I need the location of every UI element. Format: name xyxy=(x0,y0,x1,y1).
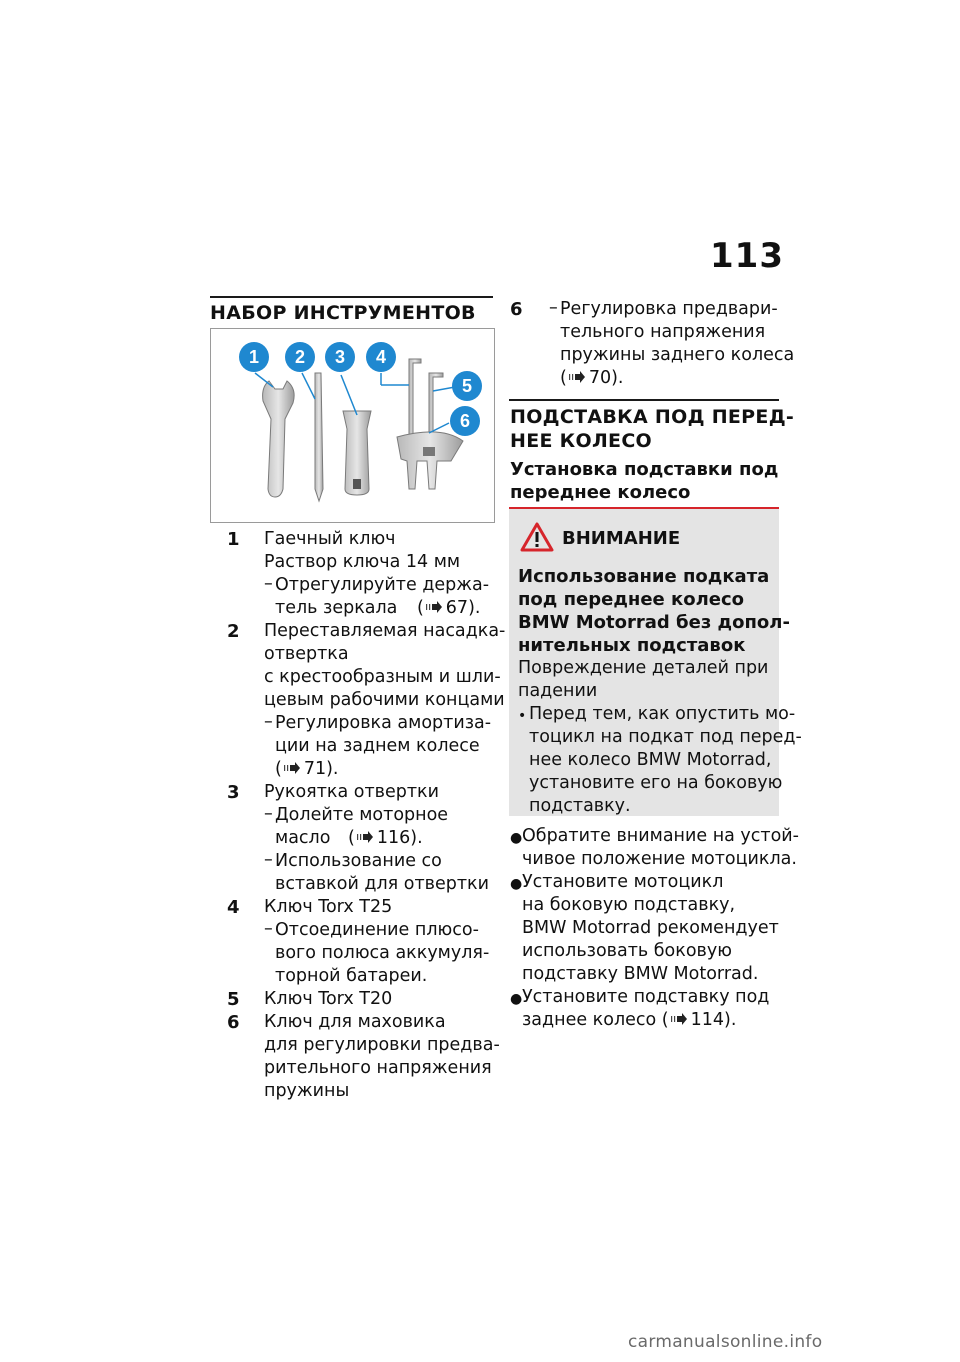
subsection-heading-l2: переднее колесо xyxy=(510,482,691,503)
dash-marker: – xyxy=(264,919,273,939)
bullet-text: заднее колесо ( 114). xyxy=(522,1010,737,1030)
sub-text-part: тель зеркала xyxy=(275,598,403,618)
watermark-footer[interactable]: carmanualsonline.info xyxy=(628,1332,823,1352)
torx-key-icon xyxy=(409,359,443,435)
sub-text: ( 70). xyxy=(560,368,624,388)
bullet-text: Установите мотоцикл xyxy=(522,872,724,892)
page-ref[interactable]: 116). xyxy=(376,828,423,848)
sub-text-part: масло xyxy=(275,828,337,848)
sub-text: ( 71). xyxy=(275,759,339,779)
item-text: Раствор ключа 14 мм xyxy=(264,552,461,572)
item-number: 3 xyxy=(227,782,240,803)
page-ref[interactable]: 114). xyxy=(690,1010,737,1030)
page-ref[interactable]: 67). xyxy=(445,598,481,618)
dash-marker: – xyxy=(264,804,273,824)
bullet-text: чивое положение мотоцикла. xyxy=(522,849,797,869)
bullet-marker: ● xyxy=(510,830,523,846)
item-text: Переставляемая насадка- xyxy=(264,621,506,641)
sub-text: торной батареи. xyxy=(275,966,428,986)
tools-figure xyxy=(210,328,495,523)
flywheel-key-icon xyxy=(397,432,463,489)
dash-marker: – xyxy=(549,298,558,318)
bullet-marker: • xyxy=(518,708,527,724)
page-ref[interactable]: 71). xyxy=(303,759,339,779)
bullet-text: на боковую подставку, xyxy=(522,895,736,915)
screwdriver-handle-icon xyxy=(343,411,371,495)
item-text: рительного напряжения xyxy=(264,1058,492,1078)
arrow-icon xyxy=(671,1013,687,1025)
callout-label-1: 1 xyxy=(248,347,260,367)
warning-bold: под переднее колесо xyxy=(518,589,745,610)
sub-text: Использование со xyxy=(275,851,442,871)
screwdriver-bit-icon xyxy=(315,373,323,501)
warning-triangle-icon xyxy=(520,522,554,556)
item-text: пружины xyxy=(264,1081,350,1101)
section-heading-stand-l1: ПОДСТАВКА ПОД ПЕРЕД- xyxy=(510,406,795,428)
sub-text: масло ( 116). xyxy=(275,828,423,848)
dash-marker: – xyxy=(264,712,273,732)
sub-text: тельного напряжения xyxy=(560,322,766,342)
section-rule xyxy=(210,296,493,298)
item-number: 2 xyxy=(227,621,240,642)
arrow-icon xyxy=(569,371,585,383)
sub-text: Регулировка предвари- xyxy=(560,299,778,319)
item-text: Ключ для маховика xyxy=(264,1012,446,1032)
sub-text: Отсоединение плюсо- xyxy=(275,920,479,940)
warning-bullet-text: установите его на боковую xyxy=(529,773,783,793)
dash-marker: – xyxy=(264,850,273,870)
sub-text: вставкой для отвертки xyxy=(275,874,489,894)
tools-illustration xyxy=(211,329,494,522)
item-text: Ключ Torx T20 xyxy=(264,989,393,1009)
arrow-icon xyxy=(357,831,373,843)
item-text: с крестообразным и шли- xyxy=(264,667,501,687)
item-number: 1 xyxy=(227,529,240,550)
arrow-icon xyxy=(426,601,442,613)
sub-text: ции на заднем колесе xyxy=(275,736,480,756)
bullet-text-part: заднее колесо xyxy=(522,1010,662,1030)
item-number: 6 xyxy=(510,299,523,320)
page-ref[interactable]: 70). xyxy=(588,368,624,388)
warning-title: ВНИМАНИЕ xyxy=(562,528,681,549)
section-heading-stand-l2: НЕЕ КОЛЕСО xyxy=(510,430,653,452)
warning-bold: нительных подставок xyxy=(518,635,746,656)
wrench-icon xyxy=(263,381,295,497)
warning-rule xyxy=(509,507,779,509)
bullet-marker: ● xyxy=(510,991,523,1007)
item-text: Рукоятка отвертки xyxy=(264,782,439,802)
callout-label-3: 3 xyxy=(334,347,346,367)
warning-text: падении xyxy=(518,681,598,701)
warning-bullet-text: подставку. xyxy=(529,796,631,816)
item-number: 5 xyxy=(227,989,240,1010)
dash-marker: – xyxy=(264,574,273,594)
bullet-text: использовать боковую xyxy=(522,941,732,961)
sub-text: Регулировка амортиза- xyxy=(275,713,492,733)
item-number: 6 xyxy=(227,1012,240,1033)
item-number: 4 xyxy=(227,897,240,918)
callout-label-4: 4 xyxy=(375,347,387,367)
item-text: цевым рабочими концами xyxy=(264,690,505,710)
warning-bullet-text: нее колесо BMW Motorrad, xyxy=(529,750,772,770)
warning-bullet-text: тоцикл на подкат под перед- xyxy=(529,727,802,747)
item-text: Ключ Torx T25 xyxy=(264,897,393,917)
section-heading-tools: НАБОР ИНСТРУМЕНТОВ xyxy=(210,302,476,324)
sub-text: Отрегулируйте держа- xyxy=(275,575,490,595)
warning-bold: Использование подката xyxy=(518,566,770,587)
sub-text: пружины заднего колеса xyxy=(560,345,795,365)
callout-label-2: 2 xyxy=(294,347,306,367)
sub-text: Долейте моторное xyxy=(275,805,449,825)
item-text: для регулировки предва- xyxy=(264,1035,500,1055)
subsection-heading-l1: Установка подставки под xyxy=(510,459,779,480)
item-text: отвертка xyxy=(264,644,349,664)
bullet-text: Установите подставку под xyxy=(522,987,770,1007)
page-number: 113 xyxy=(710,236,784,276)
warning-bold: BMW Motorrad без допол- xyxy=(518,612,790,633)
bullet-text: подставку BMW Motorrad. xyxy=(522,964,759,984)
item-text: Гаечный ключ xyxy=(264,529,396,549)
bullet-text: BMW Motorrad рекомендует xyxy=(522,918,779,938)
warning-text: Повреждение деталей при xyxy=(518,658,769,678)
callout-label-5: 5 xyxy=(461,376,473,396)
section-rule xyxy=(509,399,779,401)
callout-label-6: 6 xyxy=(459,411,471,431)
bullet-text: Обратите внимание на устой- xyxy=(522,826,799,846)
bullet-marker: ● xyxy=(510,876,523,892)
sub-text: тель зеркала ( 67). xyxy=(275,598,481,618)
arrow-icon xyxy=(284,762,300,774)
sub-text: вого полюса аккумуля- xyxy=(275,943,490,963)
warning-bullet-text: Перед тем, как опустить мо- xyxy=(529,704,796,724)
